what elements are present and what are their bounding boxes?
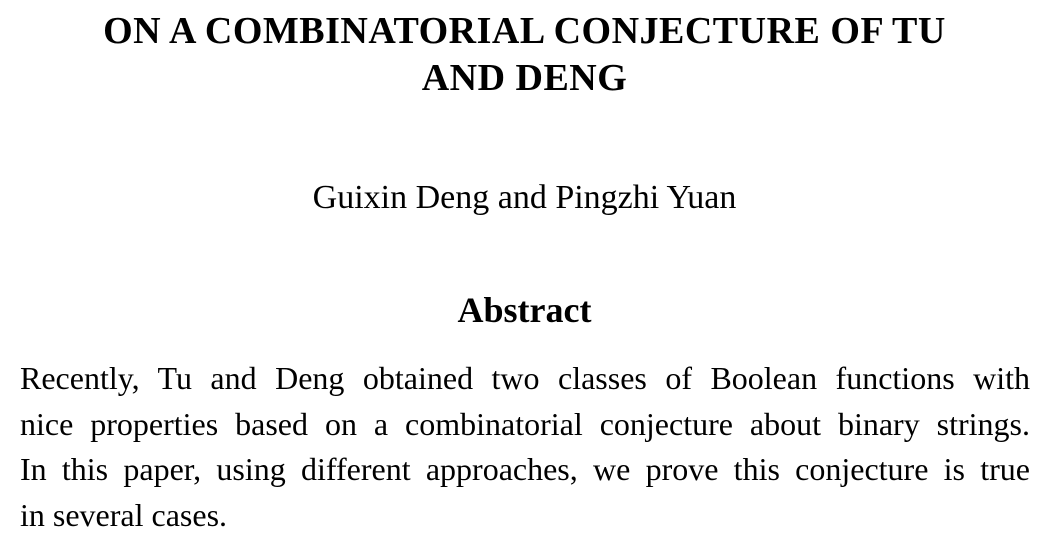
abstract-line-3: In this paper, using different approaches, we prove this conjecture is true — [20, 451, 1030, 487]
paper-title-line-2: AND DENG — [421, 57, 628, 99]
abstract-line-1: Recently, Tu and Deng obtained two classes of Boolean functions with — [20, 360, 1030, 396]
paper-title — [0, 8, 1049, 102]
abstract-line-4: in several cases. — [20, 496, 228, 533]
paper-title-line-1: ON A COMBINATORIAL CONJECTURE OF TU — [103, 10, 946, 52]
abstract-line-2: nice properties based on a combinatorial conjecture about binary strings. — [20, 405, 1030, 442]
abstract-heading: Abstract — [457, 290, 592, 330]
paper-authors: Guixin Deng and Pingzhi Yuan — [312, 179, 737, 216]
abstract-paragraph — [20, 356, 1030, 538]
